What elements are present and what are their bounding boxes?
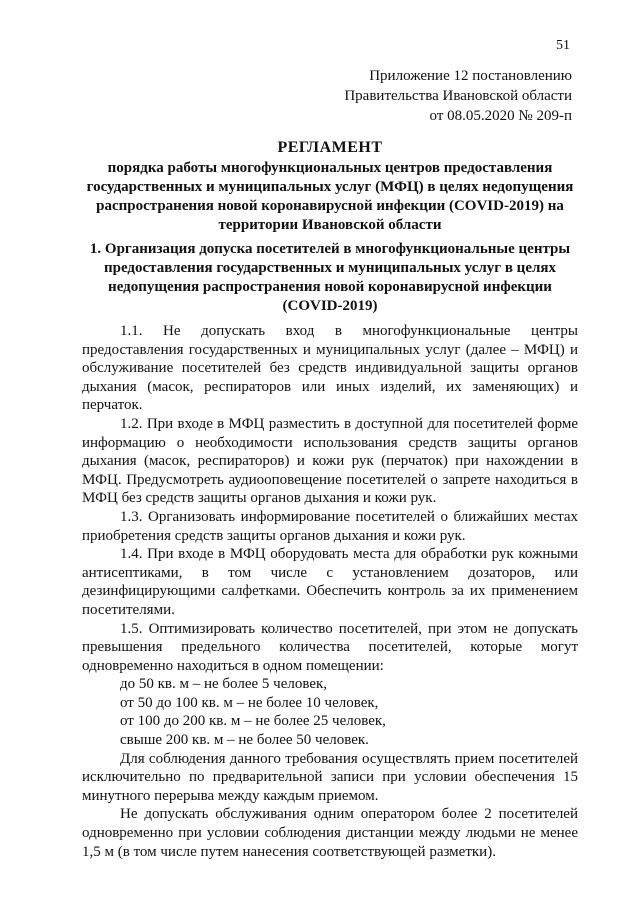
- section-heading: 1. Организация допуска посетителей в многофункциональные центры предоставления государственных и муниципальных услуг в целях недопущения распространения новой коронавирусной инфекции (COVID-2019): [89, 241, 571, 314]
- document-title-block: [82, 138, 578, 235]
- appendix-line: Правительства Ивановской области: [344, 88, 572, 104]
- appendix-line: от 08.05.2020 № 209-п: [429, 108, 572, 124]
- area-limit-item: от 100 до 200 кв. м – не более 25 человек,: [120, 713, 386, 730]
- area-limit-item: от 50 до 100 кв. м – не более 10 человек,: [120, 694, 379, 711]
- document-title: РЕГЛАМЕНТ: [277, 139, 383, 156]
- paragraph-1-4: 1.4. При входе в МФЦ оборудовать места для обработки рук кожными антисептиками, в том числе с установлением дозаторов, или дезинфицирующими салфетками. Обеспечить контроль за их применением посетителями.: [82, 546, 578, 618]
- appendix-reference: [344, 66, 572, 126]
- page-number: 51: [556, 38, 570, 53]
- paragraph-1-5: 1.5. Оптимизировать количество посетителей, при этом не допускать превышения предельного количества посетителей, которые могут одновременно находиться в одном помещении:: [82, 620, 578, 674]
- appendix-line: Приложение 12 постановлению: [369, 68, 572, 84]
- area-limit-item: до 50 кв. м – не более 5 человек,: [120, 676, 328, 693]
- paragraph-1-2: 1.2. При входе в МФЦ разместить в доступной для посетителей форме информацию о необходимости использования средств защиты органов дыхания (масок, респираторов) и кожи рук (перчаток) при нахождении в МФЦ. Предусмотреть аудиооповещение посетителей о запрете находиться в МФЦ без средств защиты органов дыхания и кожи рук.: [82, 415, 578, 507]
- area-limit-item: свыше 200 кв. м – не более 50 человек.: [120, 732, 369, 749]
- paragraph-1-1: 1.1. Не допускать вход в многофункциональные центры предоставления государственных и муниципальных услуг (далее – МФЦ) и обслуживание посетителей без средств индивидуальной защиты органов дыхания (масок, респираторов или иных изделий, их заменяющих) и перчаток.: [82, 323, 578, 414]
- paragraph-appointment: Для соблюдения данного требования осуществлять прием посетителей исключительно по предварительной записи при условии обеспечения 15 минутного перерыва между каждым приемом.: [82, 750, 578, 804]
- document-subtitle: порядка работы многофункциональных центров предоставления государственных и муниципальных услуг (МФЦ) в целях недопущения распространения новой коронавирусной инфекции (COVID-2019) на территории Ивановской области: [86, 160, 574, 233]
- paragraph-operator: Не допускать обслуживания одним оператором более 2 посетителей одновременно при условии соблюдения дистанции между людьми не менее 1,5 м (в том числе путем нанесения соответствующей разметки).: [82, 806, 578, 860]
- paragraph-1-3: 1.3. Организовать информирование посетителей о ближайших местах приобретения средств защиты органов дыхания и кожи рук.: [82, 508, 578, 544]
- document-body: [82, 322, 578, 861]
